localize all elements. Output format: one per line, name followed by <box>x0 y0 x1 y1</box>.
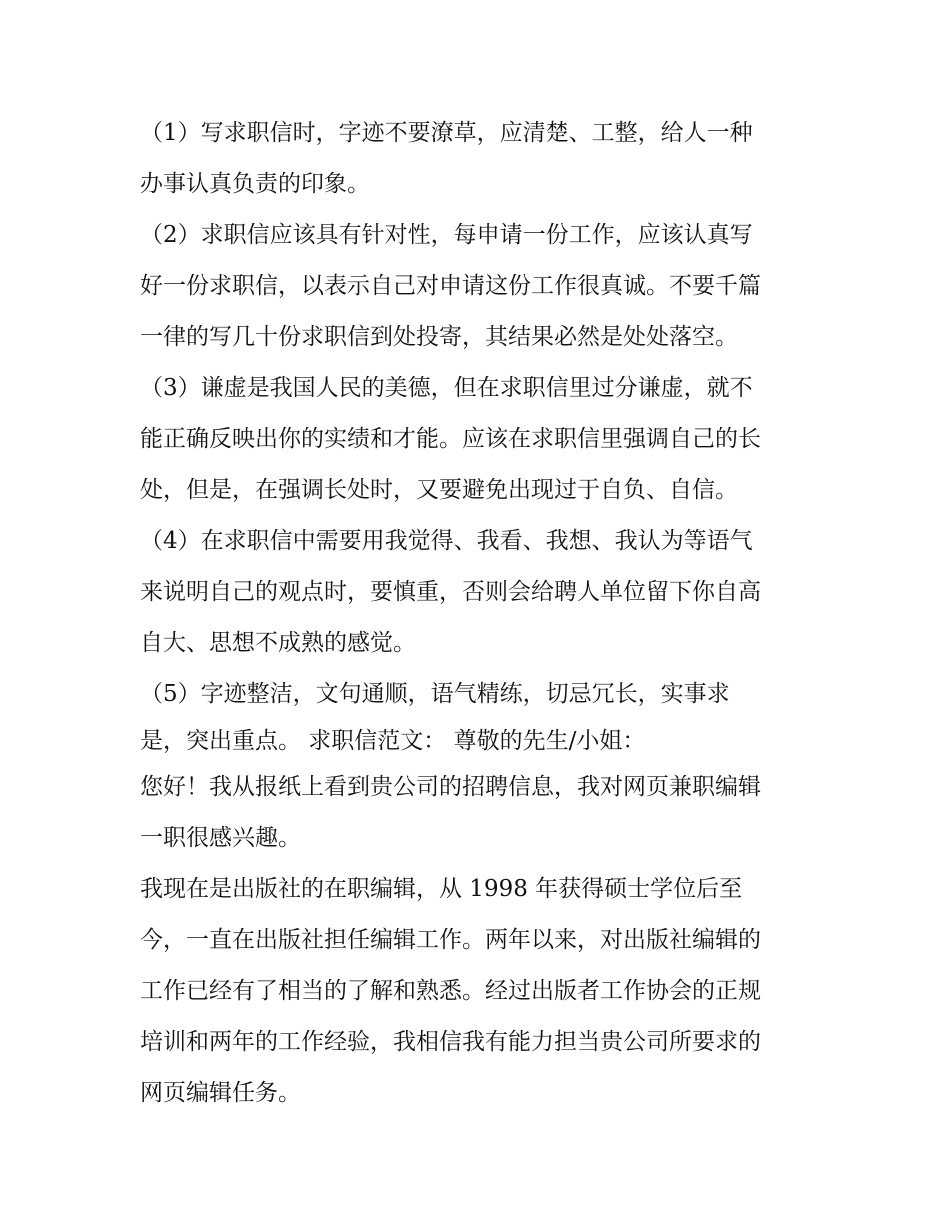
text-line: 一律的写几十份求职信到处投寄，其结果必然是处处落空。 <box>140 324 738 350</box>
text-line: 办事认真负责的印象。 <box>140 171 370 197</box>
text-line: 工作已经有了相当的了解和熟悉。经过出版者工作协会的正规 <box>140 978 761 1004</box>
text-line: 能正确反映出你的实绩和才能。应该在求职信里强调自己的长 <box>140 426 761 452</box>
text-line: 今，一直在出版社担任编辑工作。两年以来，对出版社编辑的 <box>140 927 761 953</box>
text-line: 培训和两年的工作经验，我相信我有能力担当贵公司所要求的 <box>140 1029 761 1055</box>
text-line: 好一份求职信，以表示自己对申请这份工作很真诚。不要千篇 <box>140 273 761 299</box>
text-line: 来说明自己的观点时，要慎重，否则会给聘人单位留下你自高 <box>140 579 761 605</box>
text-line: 我现在是出版社的在职编辑，从 1998 年获得硕士学位后至 <box>140 876 743 902</box>
text-line: 处，但是，在强调长处时，又要避免出现过于自负、自信。 <box>140 477 738 503</box>
text-line: （5）字迹整洁，文句通顺，语气精练，切忌冗长，实事求 <box>140 681 730 707</box>
text-line: （4）在求职信中需要用我觉得、我看、我想、我认为等语气 <box>140 528 753 554</box>
text-line: （1）写求职信时，字迹不要潦草，应清楚、工整，给人一种 <box>140 120 753 146</box>
text-line: （2）求职信应该具有针对性，每申请一份工作，应该认真写 <box>140 222 753 248</box>
text-line: 自大、思想不成熟的感觉。 <box>140 630 416 656</box>
document-body <box>140 108 830 1119</box>
text-line: 是，突出重点。 求职信范文： 尊敬的先生/小姐： <box>140 728 646 754</box>
text-line: （3）谦虚是我国人民的美德，但在求职信里过分谦虚，就不 <box>140 375 753 401</box>
text-line: 一职很感兴趣。 <box>140 825 301 851</box>
text-line: 网页编辑任务。 <box>140 1080 301 1106</box>
text-line: 您好！我从报纸上看到贵公司的招聘信息，我对网页兼职编辑 <box>140 774 761 800</box>
